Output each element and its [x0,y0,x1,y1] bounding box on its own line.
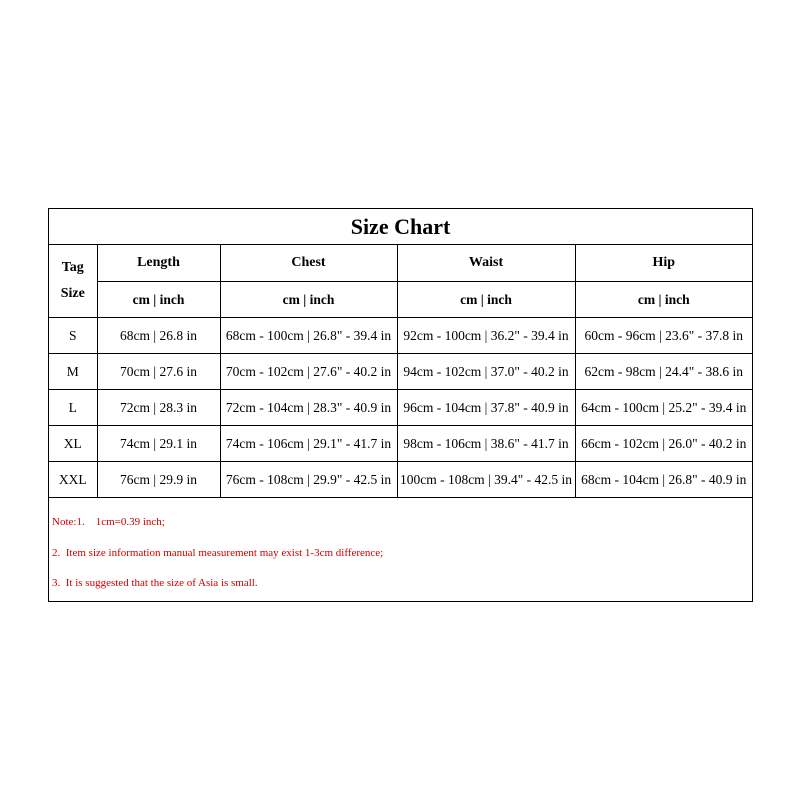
hip-cell: 66cm - 102cm | 26.0" - 40.2 in [575,426,752,462]
hip-cell: 68cm - 104cm | 26.8" - 40.9 in [575,462,752,498]
table-row [49,390,752,426]
table-row [49,462,752,498]
column-header-waist: Waist [397,245,575,282]
waist-cell: 96cm - 104cm | 37.8" - 40.9 in [397,390,575,426]
note-item: 3. It is suggested that the size of Asia is small. [52,577,258,589]
waist-cell: 94cm - 102cm | 37.0" - 40.2 in [397,354,575,390]
tag-size-header [49,245,97,318]
column-header-chest: Chest [220,245,397,282]
chest-cell: 74cm - 106cm | 29.1" - 41.7 in [220,426,397,462]
size-cell: XL [49,426,97,462]
size-cell: XXL [49,462,97,498]
note-item: 2. Item size information manual measurement may exist 1-3cm difference; [52,547,384,559]
length-cell: 68cm | 26.8 in [97,318,220,354]
column-header-hip: Hip [575,245,752,282]
size-table [49,245,752,498]
hip-cell: 62cm - 98cm | 24.4" - 38.6 in [575,354,752,390]
length-cell: 70cm | 27.6 in [97,354,220,390]
note-item: Note:1. 1cm=0.39 inch; [52,516,165,528]
hip-cell: 64cm - 100cm | 25.2" - 39.4 in [575,390,752,426]
table-header-row [49,245,752,282]
waist-cell: 92cm - 100cm | 36.2" - 39.4 in [397,318,575,354]
length-cell: 74cm | 29.1 in [97,426,220,462]
unit-header-chest: cm | inch [220,282,397,318]
size-cell: M [49,354,97,390]
chest-cell: 70cm - 102cm | 27.6" - 40.2 in [220,354,397,390]
unit-header-hip: cm | inch [575,282,752,318]
unit-header-length: cm | inch [97,282,220,318]
chest-cell: 76cm - 108cm | 29.9" - 42.5 in [220,462,397,498]
chart-title: Size Chart [49,209,752,245]
unit-header-row [49,282,752,318]
unit-header-waist: cm | inch [397,282,575,318]
chest-cell: 68cm - 100cm | 26.8" - 39.4 in [220,318,397,354]
size-chart [48,208,753,602]
length-cell: 72cm | 28.3 in [97,390,220,426]
column-header-length: Length [97,245,220,282]
table-row [49,426,752,462]
tag-label: Tag [61,260,84,275]
table-row [49,318,752,354]
table-row [49,354,752,390]
length-cell: 76cm | 29.9 in [97,462,220,498]
size-label: Size [60,286,85,301]
waist-cell: 100cm - 108cm | 39.4" - 42.5 in [397,462,575,498]
waist-cell: 98cm - 106cm | 38.6" - 41.7 in [397,426,575,462]
size-cell: S [49,318,97,354]
chest-cell: 72cm - 104cm | 28.3" - 40.9 in [220,390,397,426]
hip-cell: 60cm - 96cm | 23.6" - 37.8 in [575,318,752,354]
size-cell: L [49,390,97,426]
